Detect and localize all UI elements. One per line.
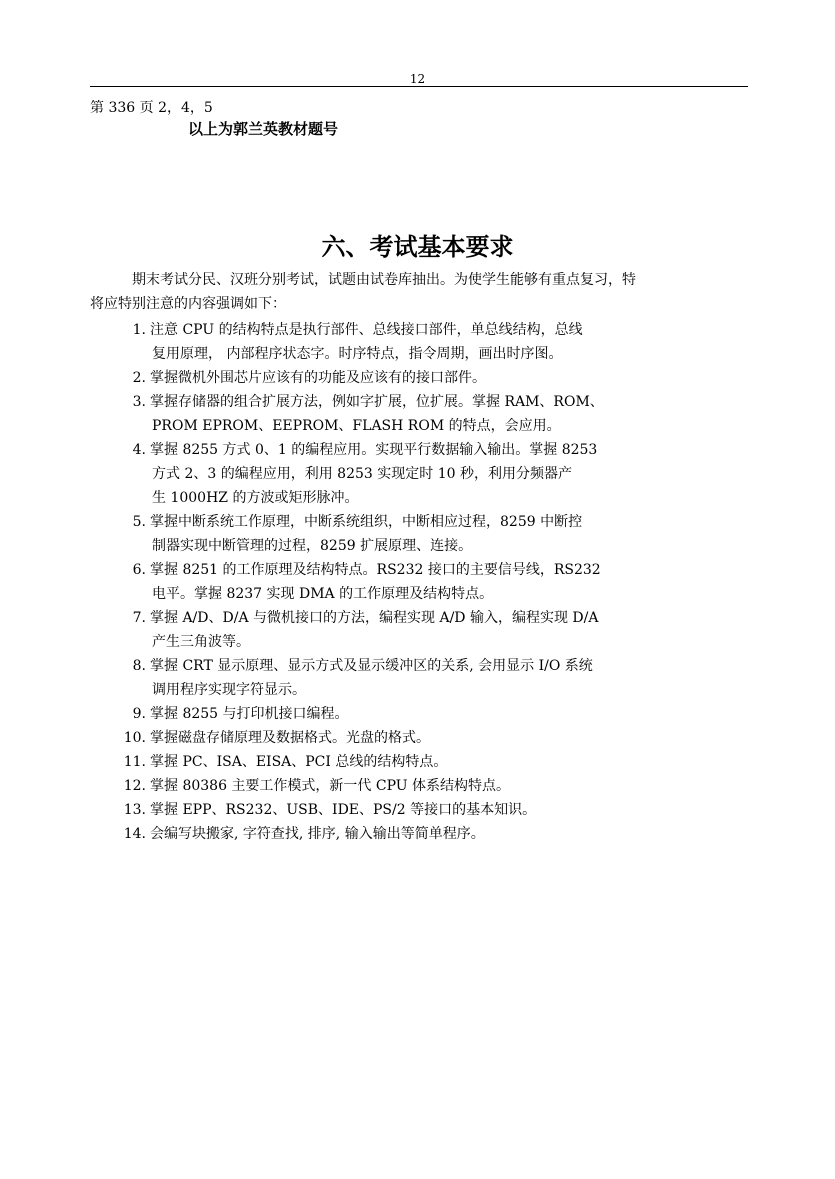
page-number: 12 [409, 72, 426, 86]
intro-line: 将应特别注意的内容强调如下： [90, 296, 286, 312]
requirement-number: 5. [132, 514, 146, 530]
requirement-line: 掌握 EPP、RS232、USB、IDE、PS/2 等接口的基本知识。 [150, 802, 537, 818]
requirement-line: 掌握 A/D、D/A 与微机接口的方法，编程实现 A/D 输入，编程实现 D/A [150, 610, 599, 626]
requirement-line: 掌握微机外围芯片应该有的功能及应该有的接口部件。 [150, 370, 486, 386]
requirement-line: 掌握 PC、ISA、EISA、PCI 总线的结构特点。 [150, 754, 448, 770]
requirement-text [150, 318, 583, 366]
requirement-text [150, 774, 510, 798]
requirement-number: 7. [132, 610, 146, 626]
requirement-number: 14. [123, 826, 146, 842]
requirement-number: 8. [132, 658, 146, 674]
textbook-note: 以上为郭兰英教材题号 [188, 120, 339, 138]
intro-line: 期末考试分民、汉班分别考试，试题由试卷库抽出。为使学生能够有重点复习，特 [132, 272, 636, 288]
requirement-item [90, 822, 750, 846]
requirement-line: 生 1000HZ 的方波或矩形脉冲。 [152, 490, 359, 506]
requirement-text [150, 606, 598, 654]
requirement-number: 13. [123, 802, 146, 818]
requirement-number: 3. [132, 394, 146, 410]
requirement-number: 11. [123, 754, 146, 770]
requirements-list [90, 318, 750, 846]
requirement-line: 注意 CPU 的结构特点是执行部件、总线接口部件，单总线结构，总线 [150, 322, 583, 338]
requirement-text [150, 390, 604, 438]
requirement-item [90, 390, 750, 438]
requirement-text [150, 510, 582, 558]
requirement-item [90, 366, 750, 390]
requirement-item [90, 606, 750, 654]
requirement-line: 方式 2、3 的编程应用，利用 8253 实现定时 10 秒，利用分频器产 [152, 466, 572, 482]
requirement-line: 掌握 80386 主要工作模式，新一代 CPU 体系结构特点。 [150, 778, 511, 794]
requirement-line: 掌握 8251 的工作原理及结构特点。RS232 接口的主要信号线，RS232 [150, 562, 601, 578]
requirement-line: 掌握磁盘存储原理及数据格式。光盘的格式。 [150, 730, 430, 746]
requirement-line: PROM EPROM、EEPROM、FLASH ROM 的特点，会应用。 [152, 418, 561, 434]
requirement-line: 产生三角波等。 [152, 634, 250, 650]
requirement-text [150, 654, 593, 702]
requirement-number: 6. [132, 562, 146, 578]
requirement-number: 4. [132, 442, 146, 458]
requirement-text [150, 798, 536, 822]
requirement-item [90, 510, 750, 558]
requirement-item [90, 726, 750, 750]
requirement-number: 12. [123, 778, 146, 794]
requirement-line: 掌握中断系统工作原理，中断系统组织，中断相应过程，8259 中断控 [150, 514, 583, 530]
header-rule [90, 86, 748, 87]
requirement-line: 复用原理， 内部程序状态字。时序特点，指令周期，画出时序图。 [152, 346, 563, 362]
requirement-number: 10. [123, 730, 146, 746]
section-title: 六、考试基本要求 [321, 233, 514, 261]
requirement-item [90, 318, 750, 366]
requirement-number: 2. [132, 370, 146, 386]
requirement-line: 掌握存储器的组合扩展方法，例如字扩展，位扩展。掌握 RAM、ROM、 [150, 394, 604, 410]
requirement-number: 1. [132, 322, 146, 338]
requirement-text [150, 558, 601, 606]
requirement-line: 掌握 8255 与打印机接口编程。 [150, 706, 349, 722]
intro-paragraph [90, 268, 750, 316]
requirement-text [150, 438, 597, 510]
requirement-line: 掌握 8255 方式 0、1 的编程应用。实现平行数据输入输出。掌握 8253 [150, 442, 598, 458]
requirement-item [90, 558, 750, 606]
requirement-item [90, 798, 750, 822]
requirement-text [150, 702, 349, 726]
requirement-item [90, 654, 750, 702]
requirement-number: 9. [132, 706, 146, 722]
requirement-line: 制器实现中断管理的过程，8259 扩展原理、连接。 [152, 538, 473, 554]
requirement-item [90, 438, 750, 510]
requirement-item [90, 774, 750, 798]
requirement-text [150, 822, 485, 846]
requirement-line: 会编写块搬家, 字符查找, 排序, 输入输出等简单程序。 [150, 826, 485, 842]
requirement-text [150, 750, 447, 774]
requirement-item [90, 702, 750, 726]
page-note: 第 336 页 2，4，5 [90, 100, 213, 116]
requirement-text [150, 366, 486, 390]
requirement-line: 掌握 CRT 显示原理、显示方式及显示缓冲区的关系, 会用显示 I/O 系统 [150, 658, 593, 674]
requirement-item [90, 750, 750, 774]
requirement-text [150, 726, 430, 750]
requirement-line: 电平。掌握 8237 实现 DMA 的工作原理及结构特点。 [152, 586, 494, 602]
requirement-line: 调用程序实现字符显示。 [152, 682, 306, 698]
